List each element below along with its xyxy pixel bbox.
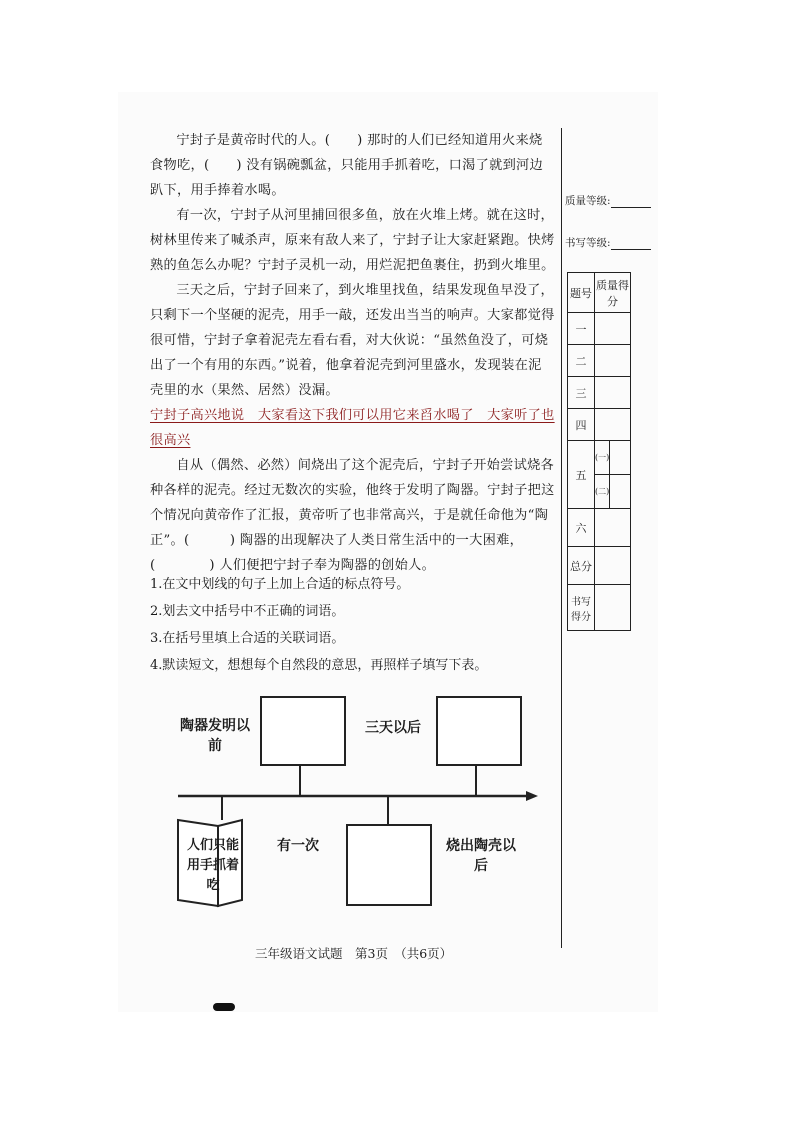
paragraph-2: 有一次，宁封子从河里捕回很多鱼，放在火堆上烤。就在这时，树林里传来了喊杀声，原来有敌人来了，宁封子让大家赶紧跑。快烤熟的鱼怎么办呢？宁封子灵机一动，用烂泥把鱼裹住，扔到火堆里。 <box>150 208 555 273</box>
score-cell[interactable] <box>595 377 631 409</box>
score-cell[interactable] <box>595 547 631 585</box>
label-one-time: 有一次 <box>277 838 319 854</box>
paragraph-3: 三天之后，宁封子回来了，到火堆里找鱼，结果发现鱼早没了，只剩下一个坚硬的泥壳，用手一敲，还发出当当的响声。大家都觉得很可惜，宁封子拿着泥壳左看右看，对大伙说：“虽然鱼没了，可烧出了一个有用的东西。”说着，他拿着泥壳到河里盛水，发现装在泥壳里的水（果然、居然）没漏。 <box>150 283 555 398</box>
quality-grade-label: 质量等级: <box>565 195 611 207</box>
question-3: 3.在括号里填上合适的关联词语。 <box>150 631 345 646</box>
question-1: 1.在文中划线的句子上加上合适的标点符号。 <box>150 577 410 592</box>
score-row-label: 五 <box>568 441 595 509</box>
score-row-label: 四 <box>568 409 595 441</box>
label-three-days-later: 三天以后 <box>365 720 421 736</box>
writing-grade-label: 书写等级: <box>565 237 611 249</box>
passage <box>150 128 555 578</box>
score-cell[interactable] <box>610 475 631 509</box>
score-row-label: 总分 <box>568 547 595 585</box>
score-row-label: 三 <box>568 377 595 409</box>
score-row-label: 书写得分 <box>568 585 595 631</box>
paragraph-4: 自从（偶然、必然）间烧出了这个泥壳后，宁封子开始尝试烧各种各样的泥壳。经过无数次的实验，他终于发明了陶器。宁封子把这个情况向黄帝作了汇报，黄帝听了也非常高兴，于是就任命他为“陶正”。( ) 陶器的出现解决了人类日常生活中的一大困难，( ) 人们便把宁封子奉为陶器的创始人。 <box>150 458 555 573</box>
score-row-label: 二 <box>568 345 595 377</box>
example-card-text: 人们只能用手抓着吃 <box>186 838 239 893</box>
label-before-invention: 陶器发明以前 <box>180 718 250 754</box>
score-cell[interactable] <box>595 345 631 377</box>
score-cell[interactable] <box>595 585 631 631</box>
scan-mark <box>213 1003 235 1011</box>
score-cell[interactable] <box>595 313 631 345</box>
answer-box-2[interactable] <box>436 696 522 766</box>
quality-grade-blank[interactable] <box>611 197 651 208</box>
page-footer: 三年级语文试题 第3页 （共6页） <box>255 946 453 961</box>
score-cell[interactable] <box>610 441 631 475</box>
underlined-sentence: 宁封子高兴地说 大家看这下我们可以用它来舀水喝了 大家听了也很高兴 <box>150 408 555 448</box>
question-2: 2.划去文中括号中不正确的词语。 <box>150 604 345 619</box>
score-table <box>567 272 631 631</box>
timeline-arrow-head <box>526 791 538 801</box>
score-row-label: 六 <box>568 509 595 547</box>
binding-line <box>561 128 562 948</box>
label-after-shell: 烧出陶壳以后 <box>446 838 516 874</box>
score-subrow-label: (一) <box>595 441 610 475</box>
writing-grade-blank[interactable] <box>611 239 651 250</box>
score-cell[interactable] <box>595 509 631 547</box>
quality-grade <box>565 193 651 208</box>
score-header-number: 题号 <box>568 273 595 313</box>
paragraph-1: 宁封子是黄帝时代的人。( ) 那时的人们已经知道用火来烧食物吃，( ) 没有锅碗瓢盆，只能用手抓着吃，口渴了就到河边趴下，用手捧着水喝。 <box>150 133 544 198</box>
question-4: 4.默读短文，想想每个自然段的意思，再照样子填写下表。 <box>150 658 488 673</box>
answer-box-3[interactable] <box>346 824 432 906</box>
score-row-label: 一 <box>568 313 595 345</box>
answer-box-1[interactable] <box>260 696 346 766</box>
score-cell[interactable] <box>595 409 631 441</box>
score-header-score: 质量得分 <box>595 273 631 313</box>
writing-grade <box>565 235 651 250</box>
score-subrow-label: (二) <box>595 475 610 509</box>
